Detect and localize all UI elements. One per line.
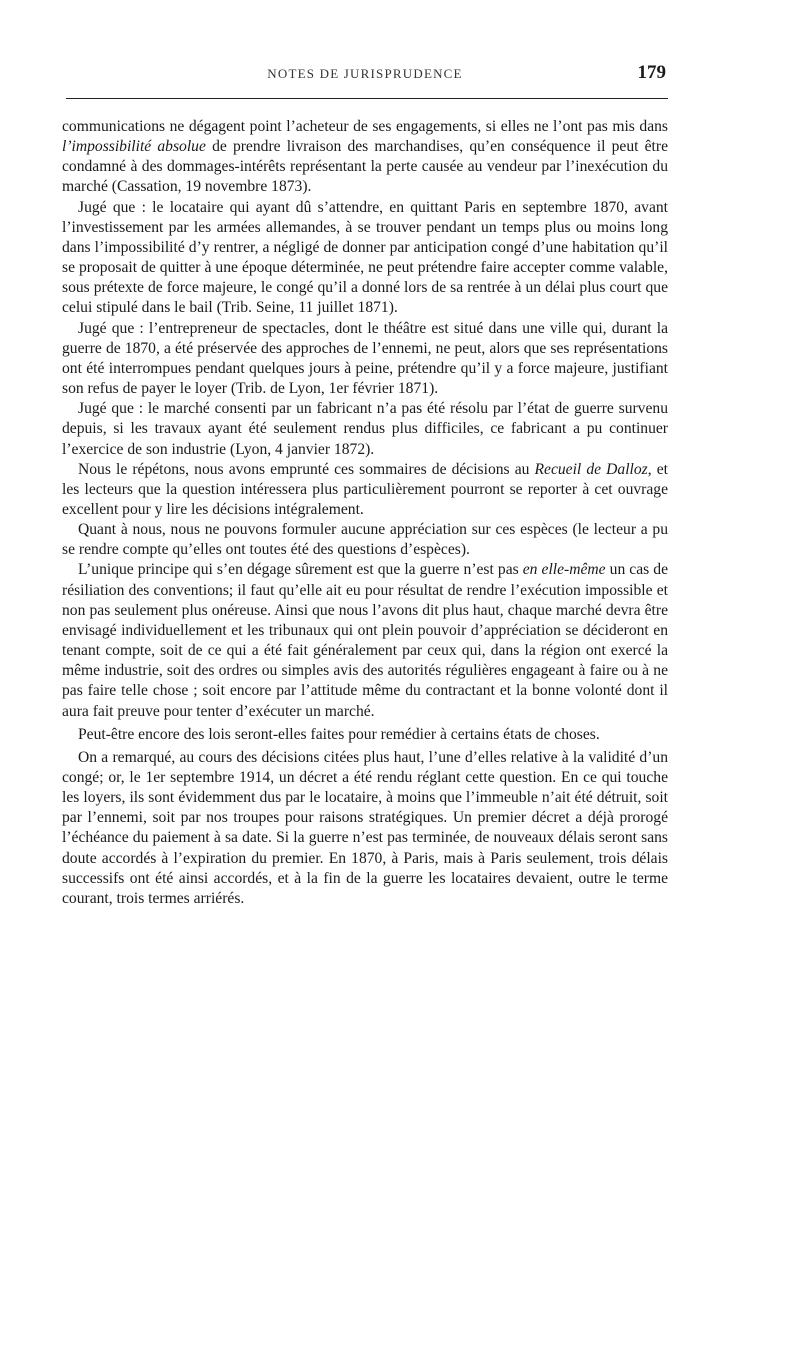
running-title: NOTES DE JURISPRUDENCE — [267, 66, 463, 81]
paragraph-1-text-a: communications ne dégagent point l’acheteur de ses engagements, si elles ne l’ont pas mis dans — [62, 118, 668, 135]
paragraph-1 — [62, 117, 668, 198]
paragraph-7-text-a: L’unique principe qui s’en dégage sûrement est que la guerre n’est pas — [78, 561, 523, 579]
paragraph-5 — [62, 460, 668, 520]
paragraph-1-text-c: de prendre livraison des marchandises, qu’en conséquence il peut être condamné à des dommages-intérêts représentant la perte causée au vendeur par l’inexécution du marché (Cassation, 19 novembre 1873). — [62, 138, 668, 196]
paragraph-7-text-c: un cas de résiliation des conventions; il faut qu’elle ait eu pour résultat de rendre l’exécution impossible et non pas seulement plus onéreuse. Ainsi que nous l’avons dit plus haut, chaque marché devra être envisagé individuellement et les tribunaux qui ont plein pouvoir d’appréciation se décideront en tenant compte, soit de ce qui a été fait généralement par ceux qui, dans la région ont exercé la même industrie, soit des ordres ou simples avis des autorités régulières engageant à faire ou à ne pas faire telle chose ; soit encore par l’attitude même du contractant et la bonne volonté dont il aura fait preuve pour tenter d’exécuter un marché. — [62, 561, 668, 720]
paragraph-5-italic: Recueil de Dalloz — [534, 460, 648, 478]
paragraph-7-italic: en elle-même — [522, 561, 606, 579]
page-header — [62, 62, 668, 96]
paragraph-2: Jugé que : le locataire qui ayant dû s’attendre, en quittant Paris en septembre 1870, avant l’investissement par les armées allemandes, à se trouver pendant un temps plus ou moins long dans l’impossibilité d’y rentrer, a négligé de donner par anticipation congé d’une habitation qu’il se proposait de quitter à une époque déterminée, ne peut prétendre faire accepter comme valable, sous prétexte de force majeure, le congé qu’il a donné lors de sa rentrée à un délai plus court que celui stipulé dans le bail (Trib. Seine, 11 juillet 1871). — [62, 198, 668, 317]
page-number: 179 — [637, 62, 666, 83]
paragraph-3: Jugé que : l’entrepreneur de spectacles, dont le théâtre est situé dans une ville qui, durant la guerre de 1870, a été préservée des approches de l’ennemi, ne peut, alors que ses représentations ont été interrompues pendant quelques jours à peine, prétendre qu’il y a force majeure, justifiant son refus de payer le loyer (Trib. de Lyon, 1er février 1871). — [62, 319, 668, 398]
body-text — [62, 117, 668, 909]
paragraph-1-italic: l’impossibilité absolue — [62, 138, 206, 156]
paragraph-7 — [62, 560, 668, 721]
paragraph-8: Peut-être encore des lois seront-elles faites pour remédier à certains états de choses. — [78, 725, 600, 743]
paragraph-4: Jugé que : le marché consenti par un fabricant n’a pas été résolu par l’état de guerre survenu depuis, si les travaux ayant été seulement rendus plus difficiles, ce fabricant a pu continuer l’exercice de son industrie (Lyon, 4 janvier 1872). — [62, 400, 668, 458]
paragraph-9: On a remarqué, au cours des décisions citées plus haut, l’une d’elles relative à la validité d’un congé; or, le 1er septembre 1914, un décret a été rendu réglant cette question. En ce qui touche les loyers, ils sont évidemment dus par le locataire, à moins que l’immeuble n’ait été détruit, soit par l’ennemi, soit par nos troupes pour raisons stratégiques. Un premier décret a déjà prorogé l’échéance du paiement à sa date. Si la guerre n’est pas terminée, de nouveaux délais seront sans doute accordés à l’expiration du premier. En 1870, à Paris, mais à Paris seulement, trois délais successifs ont été ainsi accordés, et à la fin de la guerre les locataires devaient, outre le terme courant, trois termes arriérés. — [62, 748, 668, 907]
paragraph-5-text-c: , et les lecteurs que la question intéressera plus particulièrement pourront se reporter à cet ouvrage excellent pour y lire les décisions intégralement. — [62, 460, 668, 518]
book-page — [62, 62, 668, 909]
paragraph-5-text-a: Nous le répétons, nous avons emprunté ces sommaires de décisions au — [78, 460, 535, 478]
paragraph-6: Quant à nous, nous ne pouvons formuler aucune appréciation sur ces espèces (le lecteur a pu se rendre compte qu’elles ont toutes été des questions d’espèces). — [62, 521, 668, 559]
header-rule — [66, 98, 668, 99]
